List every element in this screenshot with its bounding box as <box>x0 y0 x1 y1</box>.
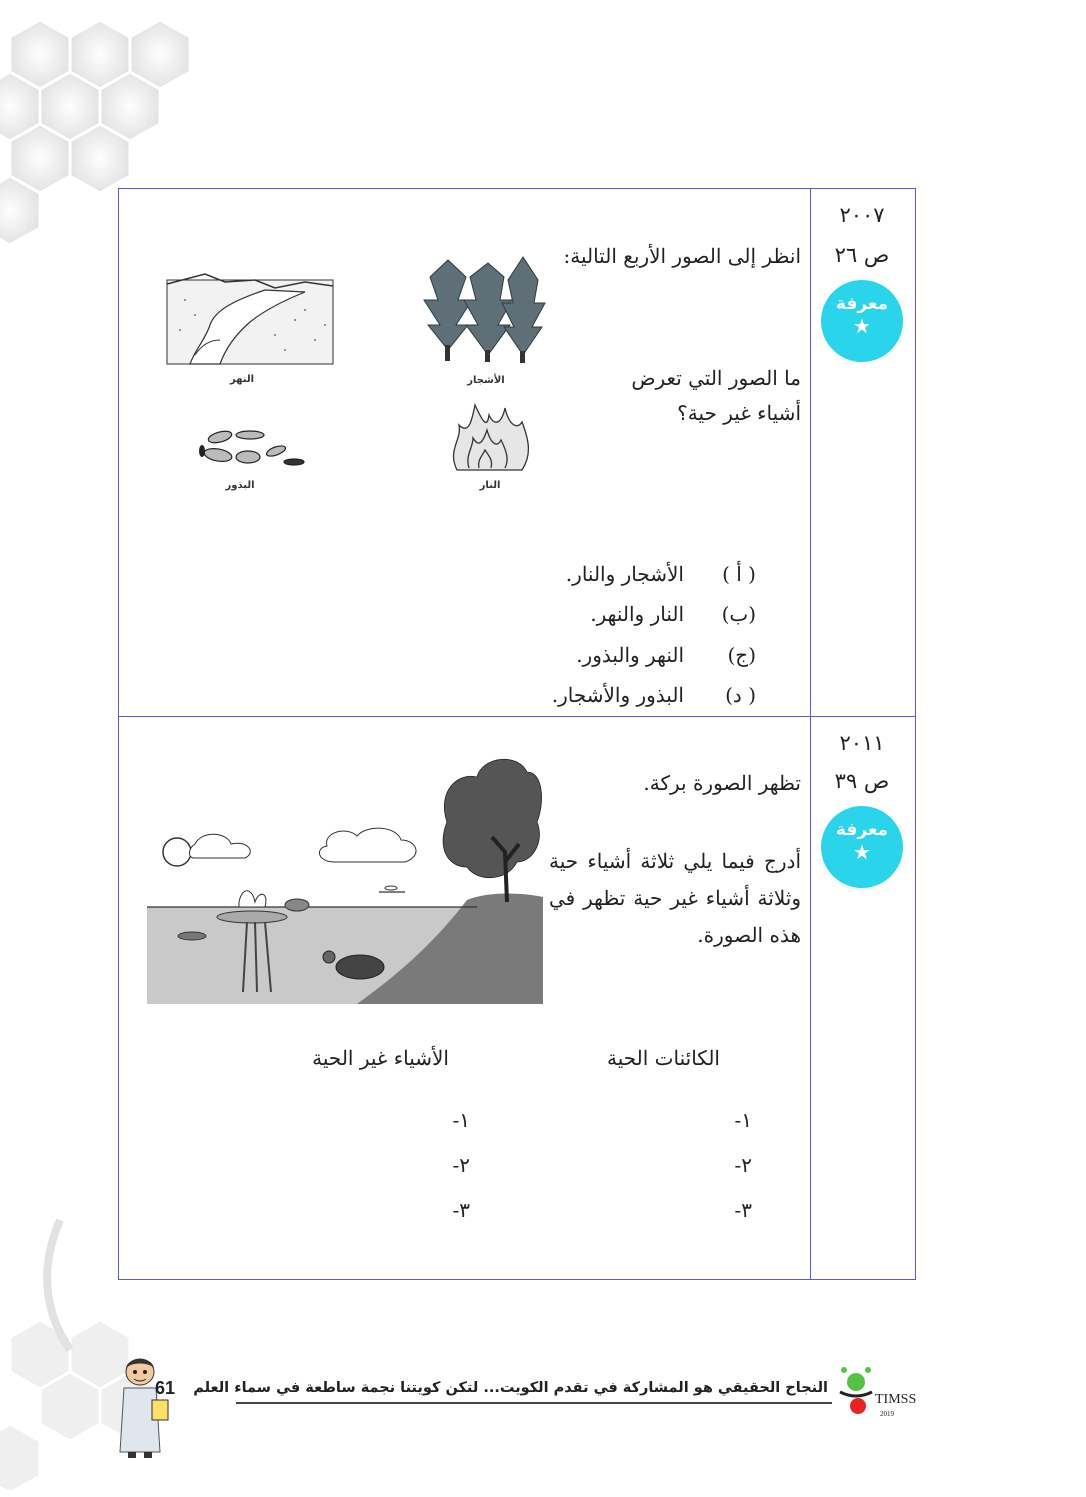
q2-intro: تظهر الصورة بركة. <box>643 771 801 795</box>
q1-knowledge-badge <box>821 280 903 362</box>
fire-illustration <box>447 400 532 475</box>
living-item-2[interactable]: ٢- <box>734 1153 752 1177</box>
option-b-letter[interactable]: (ب) <box>721 602 756 626</box>
timss-logo-text: TIMSS <box>875 1392 917 1407</box>
student-mascot-icon <box>112 1352 174 1462</box>
q2-badge-label: معرفة <box>835 820 889 840</box>
option-b-text[interactable]: النار والنهر. <box>590 602 684 626</box>
living-item-3[interactable]: ٣- <box>734 1198 752 1222</box>
option-d-letter[interactable]: ( د) <box>725 683 756 707</box>
option-a-letter[interactable]: ( أ ) <box>722 562 756 586</box>
q1-page: ص ٢٦ <box>834 243 890 267</box>
option-a-text[interactable]: الأشجار والنار. <box>565 562 684 586</box>
q1-question-line2: أشياء غير حية؟ <box>677 401 801 425</box>
fire-caption: النار <box>479 480 501 491</box>
trees-caption: الأشجار <box>467 375 505 386</box>
star-icon: ★ <box>853 840 871 864</box>
q2-instruction: أدرج فيما يلي ثلاثة أشياء حية وثلاثة أشياء غير حية تظهر في هذه الصورة. <box>549 849 801 947</box>
river-illustration <box>165 270 335 366</box>
timss-logo-icon <box>836 1362 876 1418</box>
seeds-illustration <box>190 425 310 475</box>
q2-knowledge-badge <box>821 806 903 888</box>
living-item-1[interactable]: ١- <box>734 1108 752 1132</box>
star-icon: ★ <box>853 314 871 338</box>
nonliving-item-3[interactable]: ٣- <box>452 1198 470 1222</box>
nonliving-things-header: الأشياء غير الحية <box>312 1046 449 1070</box>
row-divider <box>119 716 915 717</box>
page-number: 61 <box>155 1378 176 1398</box>
column-divider <box>810 189 811 1279</box>
option-c-letter[interactable]: (ج) <box>727 643 756 667</box>
option-d-text[interactable]: البذور والأشجار. <box>551 683 684 707</box>
q1-prompt: انظر إلى الصور الأربع التالية: <box>563 244 801 268</box>
option-c-text[interactable]: النهر والبذور. <box>576 643 684 667</box>
q1-year: ٢٠٠٧ <box>839 203 885 227</box>
trees-illustration <box>418 255 548 365</box>
footer-rule <box>236 1402 832 1404</box>
nonliving-item-2[interactable]: ٢- <box>452 1153 470 1177</box>
q1-question-line1: ما الصور التي تعرض <box>631 366 801 390</box>
river-caption: النهر <box>229 374 255 385</box>
q2-year: ٢٠١١ <box>839 731 885 755</box>
timss-logo-year: 2019 <box>880 1410 894 1418</box>
nonliving-item-1[interactable]: ١- <box>452 1108 470 1132</box>
footer-slogan: النجاح الحقيقي هو المشاركة في تقدم الكويت... لتكن كويتنا نجمة ساطعة في سماء العلم <box>193 1380 828 1396</box>
living-things-header: الكائنات الحية <box>607 1046 720 1070</box>
seeds-caption: البذور <box>225 480 255 491</box>
q2-page: ص ٣٩ <box>834 769 890 793</box>
pond-illustration <box>147 752 543 1004</box>
q1-badge-label: معرفة <box>835 294 889 314</box>
